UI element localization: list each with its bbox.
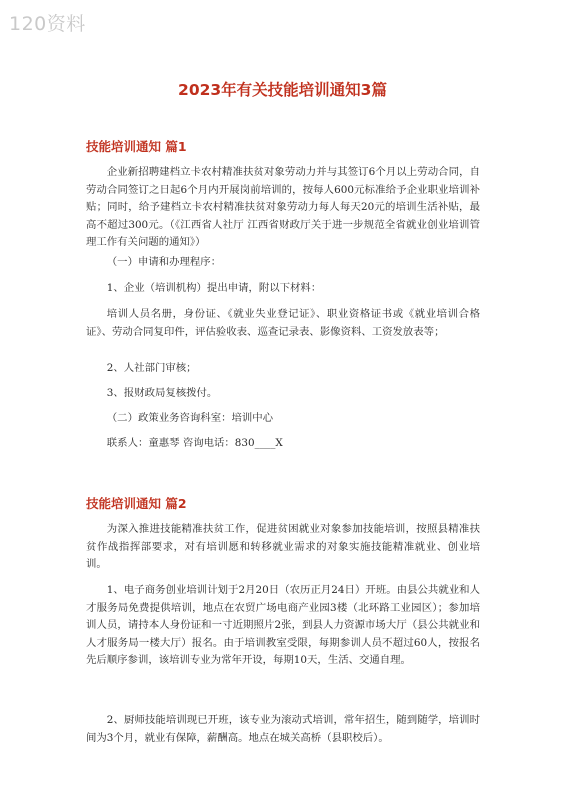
section-1-heading: 技能培训通知 篇1 [86, 139, 187, 154]
section-2-paragraph: 为深入推进技能精准扶贫工作，促进贫困就业对象参加技能培训，按照县精准扶贫作战指挥部要求，对有培训愿和转移就业需求的对象实施技能精准就业、创业培训。 [86, 523, 480, 571]
section-1-paragraph: （一）申请和办理程序： [106, 256, 222, 268]
section-1-paragraph: 企业新招聘建档立卡农村精准扶贫对象劳动力并与其签订6个月以上劳动合同，自劳动合同签订之日起6个月内开展岗前培训的，按每人600元标准给予企业职业培训补贴；同时，给予建档立卡农村精准扶贫对象劳动力每人每天20元的培训生活补贴，最高不超过300元。（《江西省人社厅 江西省财政厅关于进一步规范全省就业创业培训管理工作有关问题的通知》） [86, 166, 480, 249]
contact-line: 联系人：童惠琴 咨询电话：830____X [106, 437, 283, 449]
section-1-paragraph: 3、报财政局复核拨付。 [106, 387, 218, 399]
section-1-paragraph: 培训人员名册，身份证、《就业失业登记证》、职业资格证书或《就业培训合格证》、劳动合同复印件，评估验收表、巡查记录表、影像资料、工资发放表等； [86, 308, 480, 338]
section-1-paragraph: 1、企业（培训机构）提出申请，附以下材料： [106, 282, 322, 294]
watermark: 120资料 [9, 13, 86, 35]
section-1-paragraph: （二）政策业务咨询科室：培训中心 [106, 412, 274, 424]
section-1-paragraph: 2、人社部门审核； [106, 362, 197, 374]
document-title: 2023年有关技能培训通知3篇 [178, 81, 387, 99]
section-2-paragraph: 2、厨师技能培训现已开班，该专业为滚动式培训，常年招生，随到随学，培训时间为3个月，就业有保障，薪酬高。地点在城关高桥（县职校后）。 [86, 714, 480, 744]
section-2-heading: 技能培训通知 篇2 [86, 496, 187, 511]
section-2-paragraph: 1、电子商务创业培训计划于2月20日（农历正月24日）开班。由县公共就业和人才服务局免费提供培训，地点在农贸广场电商产业园3楼（北环路工业园区）；参加培训人员，请持本人身份证和一寸近期照片2张，到县人力资源市场大厅（县公共就业和人才服务局一楼大厅）报名。由于培训教室受限，每期参训人员不超过60人，按报名先后顺序参训，该培训专业为常年开设，每期10天，生活、交通自理。 [86, 584, 480, 667]
